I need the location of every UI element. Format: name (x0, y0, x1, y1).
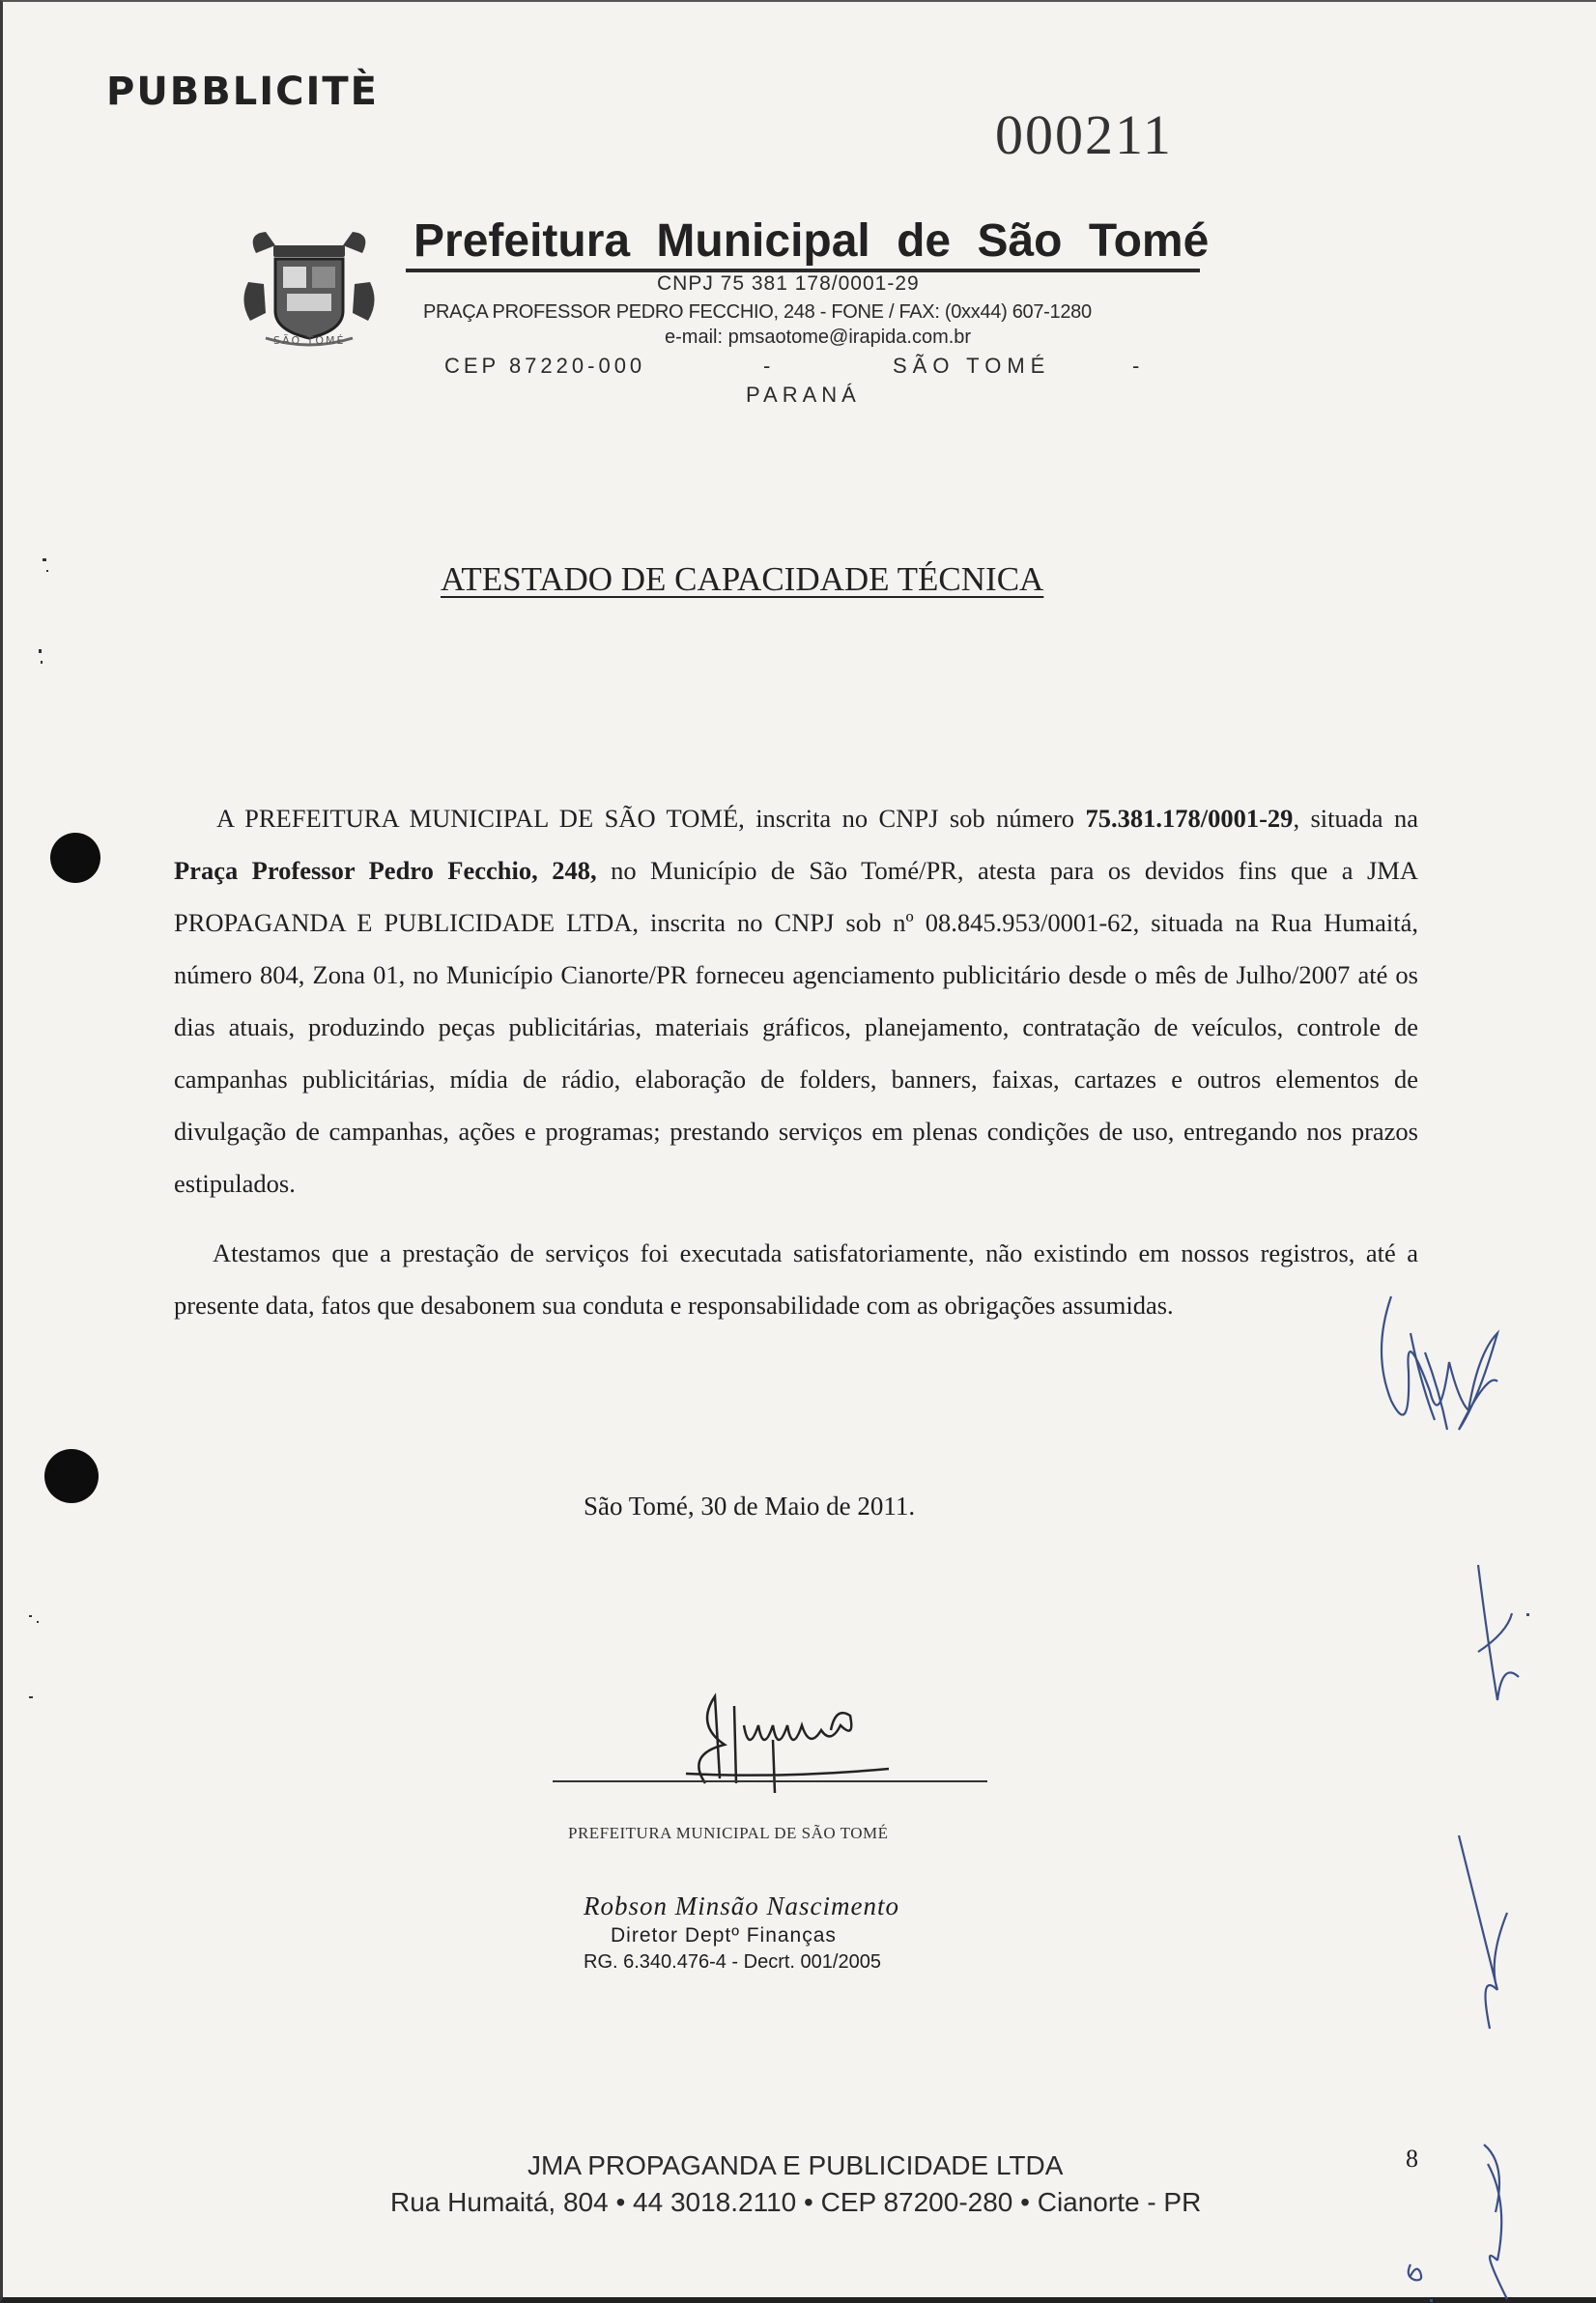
document-number: 000211 (995, 103, 1173, 166)
letterhead-cnpj: CNPJ 75 381 178/0001-29 (657, 272, 920, 295)
letterhead-address: PRAÇA PROFESSOR PEDRO FECCHIO, 248 - FONE / FAX: (0xx44) 607-1280 (423, 301, 1092, 323)
footer-address: Rua Humaitá, 804 • 44 3018.2110 • CEP 87200-280 • Cianorte - PR (390, 2187, 1202, 2217)
paragraph-1-text: , situada na (1293, 804, 1419, 833)
letterhead-dash: - (763, 354, 771, 378)
pubblicite-stamp: PUBBLICITÈ (106, 70, 379, 114)
paragraph-1 (174, 792, 1418, 1209)
letterhead-state: PARANÁ (746, 383, 861, 407)
signature-caption: PREFEITURA MUNICIPAL DE SÃO TOMÉ (568, 1824, 889, 1842)
handwritten-rubric-icon (1333, 1294, 1596, 2303)
letterhead-email: e-mail: pmsaotome@irapida.com.br (665, 327, 972, 348)
signer-name: Robson Minsão Nascimento (584, 1891, 899, 1920)
footer-company: JMA PROPAGANDA E PUBLICIDADE LTDA (527, 2150, 1064, 2180)
crest-motto: SÃO TOMÉ (273, 334, 346, 347)
scan-specks (0, 541, 87, 1700)
document-title: ATESTADO DE CAPACIDADE TÉCNICA (441, 560, 1044, 598)
signature-line (553, 1780, 987, 1782)
address-bold: Praça Professor Pedro Fecchio, 248, (174, 856, 597, 885)
letterhead-cep: CEP 87220-000 (444, 354, 646, 378)
cnpj-number: 75.381.178/0001-29 (1085, 804, 1294, 833)
place-date: São Tomé, 30 de Maio de 2011. (584, 1492, 916, 1521)
paragraph-1-text: no Município de São Tomé/PR, atesta para os devidos fins que a JMA PROPAGANDA E PUBLICIDADE LTDA, inscrita no CNPJ sob nº 08.845.953/0001-62, situada na Rua Humaitá, número 804, Zona 01, no Município Cianorte/PR forneceu agenciamento publicitário desde o mês de Julho/2007 até os dias atuais, produzindo peças publicitárias, materiais gráficos, planejamento, contratação de veículos, controle de campanhas publicitárias, mídia de rádio, elaboração de folders, banners, faixas, cartazes e outros elementos de divulgação de campanhas, ações e programas; prestando serviços em plenas condições de uso, entregando nos prazos estipulados. (174, 856, 1418, 1198)
signer-rg: RG. 6.340.476-4 - Decrt. 001/2005 (584, 1951, 881, 1973)
paragraph-1-text: A PREFEITURA MUNICIPAL DE SÃO TOMÉ, inscrita no CNPJ sob número (216, 804, 1086, 833)
signer-role: Diretor Deptº Finanças (611, 1924, 837, 1947)
document-body (174, 792, 1418, 1331)
paragraph-2: Atestamos que a prestação de serviços foi executada satisfatoriamente, não existindo em nossos registros, até a presente data, fatos que desabonem sua conduta e responsabilidade com as obrigações assumidas. (174, 1238, 1418, 1320)
signature-scribble-icon (667, 1687, 908, 1793)
letterhead-title: Prefeitura Municipal de São Tomé (413, 215, 1210, 267)
letterhead-city: SÃO TOMÉ (893, 354, 1051, 378)
page-number: 8 (1406, 2145, 1418, 2173)
letterhead-dash: - (1132, 354, 1140, 378)
